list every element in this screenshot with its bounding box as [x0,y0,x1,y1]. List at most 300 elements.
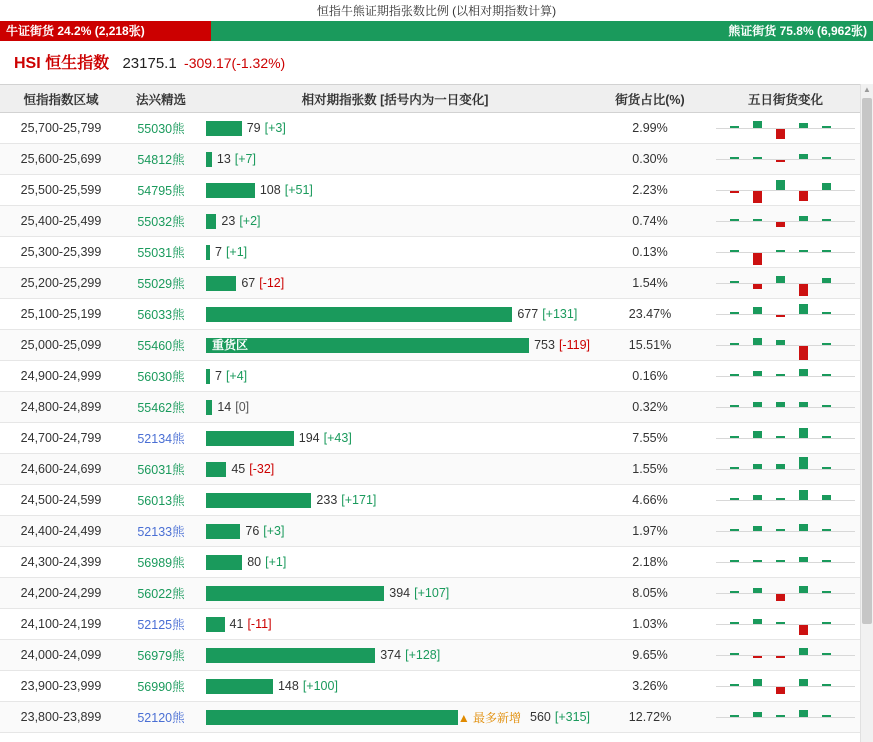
table-row[interactable] [0,392,861,423]
scroll-up-arrow[interactable]: ▲ [863,85,871,94]
table-row[interactable] [0,113,861,144]
column-header-range: 恒指指数区域 [0,85,122,113]
sparkline-bar [776,715,785,717]
sparkline-bar [753,121,762,128]
warrant-code-link[interactable]: 52125熊 [137,618,185,632]
cell-warrant-code[interactable] [122,268,200,299]
sparkline [710,361,861,391]
sparkline-baseline [716,531,855,532]
sparkline [710,175,861,205]
sparkline-bar [730,560,739,562]
sparkline-bar [753,307,762,314]
sparkline-bar [822,405,831,407]
cell-outstanding-pct: 4.66% [590,485,710,516]
sparkline-bar [730,191,739,193]
table-row[interactable] [0,578,861,609]
volume-value: 7 [215,245,222,259]
cell-five-day-change [710,268,861,299]
volume-bar-container [200,237,590,267]
cell-five-day-change [710,423,861,454]
volume-bar [206,121,242,136]
volume-delta: [+100] [302,679,338,693]
sparkline-bar [822,219,831,221]
sparkline-bar [799,625,808,635]
warrant-code-link[interactable]: 56013熊 [137,494,185,508]
cell-five-day-change [710,516,861,547]
sparkline-baseline [716,500,855,501]
sparkline-bar [753,526,762,531]
sparkline [710,330,861,360]
table-row[interactable] [0,175,861,206]
sparkline [710,547,861,577]
warrant-code-link[interactable]: 52133熊 [137,525,185,539]
sparkline-bar [776,374,785,376]
cell-volume-bar [200,702,590,733]
cell-volume-bar [200,609,590,640]
volume-bar [206,462,226,477]
page-title: 恒指牛熊证期指张数比例 (以相对期指数计算) [316,4,557,18]
sparkline-bar [776,687,785,694]
sparkline-bar [730,343,739,345]
sparkline-bar [776,340,785,345]
cell-index-range: 25,100-25,199 [0,299,122,330]
sparkline [710,516,861,546]
cell-volume-bar [200,671,590,702]
sparkline-bar [822,183,831,190]
sparkline-bar [822,436,831,438]
cell-outstanding-pct: 12.72% [590,702,710,733]
warrant-code-link[interactable]: 55029熊 [137,277,185,291]
sparkline-bar [799,346,808,360]
cell-outstanding-pct: 0.32% [590,392,710,423]
index-value: 23175.1 [122,55,177,72]
cell-index-range: 23,900-23,999 [0,671,122,702]
sparkline-bar [822,374,831,376]
volume-bar-container [200,361,590,391]
sparkline-bar [799,648,808,655]
volume-delta: [+3] [264,121,286,135]
sparkline-bar [730,405,739,407]
volume-delta: [-12] [259,276,285,290]
sparkline-bar [799,191,808,201]
volume-delta: [-32] [249,462,275,476]
sparkline-bar [822,126,831,128]
cell-outstanding-pct: 1.03% [590,609,710,640]
cell-five-day-change [710,702,861,733]
cell-five-day-change [710,144,861,175]
cell-volume-bar [200,578,590,609]
sparkline [710,237,861,267]
volume-bar-container [200,330,590,360]
cell-outstanding-pct: 23.47% [590,299,710,330]
sparkline-bar [822,467,831,469]
volume-delta: [-119] [558,338,590,352]
volume-value: 76 [245,524,260,538]
cell-volume-bar [200,547,590,578]
sparkline-bar [822,312,831,314]
cell-warrant-code[interactable] [122,671,200,702]
cell-five-day-change [710,299,861,330]
volume-value: 148 [277,679,299,693]
sparkline-bar [753,619,762,624]
cell-outstanding-pct: 9.65% [590,640,710,671]
volume-bar [206,431,294,446]
table-row[interactable] [0,361,861,392]
table-row[interactable] [0,547,861,578]
volume-bar-container [200,175,590,205]
warrant-code-link[interactable]: 52134熊 [137,432,185,446]
volume-bar [206,276,236,291]
distribution-table-wrap [0,84,873,733]
volume-bar [206,369,210,384]
cell-warrant-code[interactable] [122,640,200,671]
sparkline-bar [799,304,808,314]
volume-value: 560 [530,710,551,724]
sparkline-bar [730,126,739,128]
sparkline-bar [730,653,739,655]
volume-bar [206,152,212,167]
cell-warrant-code[interactable] [122,702,200,733]
sparkline-bar [730,157,739,159]
volume-bar [206,710,458,725]
sparkline-bar [776,180,785,190]
volume-delta: [+171] [341,493,377,507]
volume-bar-container [200,206,590,236]
sparkline-bar [799,284,808,296]
cell-warrant-code[interactable] [122,578,200,609]
cell-five-day-change [710,671,861,702]
volume-bar-container [200,423,590,453]
volume-bar [206,338,529,353]
sparkline-bar [822,715,831,717]
cell-warrant-code[interactable] [122,175,200,206]
sparkline-bar [776,160,785,162]
volume-bar-container [200,299,590,329]
sparkline-baseline [716,283,855,284]
warrant-code-link[interactable]: 52120熊 [137,711,185,725]
sparkline-bar [730,591,739,593]
cell-volume-bar [200,206,590,237]
cell-five-day-change [710,237,861,268]
cell-outstanding-pct: 0.13% [590,237,710,268]
volume-value: 79 [246,121,261,135]
sparkline-bar [730,684,739,686]
volume-bar [206,617,225,632]
volume-delta: [+1] [265,555,287,569]
sparkline-baseline [716,159,855,160]
cell-outstanding-pct: 7.55% [590,423,710,454]
volume-bar [206,400,212,415]
volume-value: 41 [229,617,244,631]
sparkline-bar [753,284,762,289]
sparkline-bar [822,653,831,655]
sparkline-bar [730,715,739,717]
cell-outstanding-pct: 3.26% [590,671,710,702]
sparkline-bar [776,622,785,624]
table-row[interactable] [0,485,861,516]
sparkline-bar [776,436,785,438]
warrant-code-link[interactable]: 56030熊 [137,370,185,384]
sparkline-bar [799,250,808,252]
cell-index-range: 25,500-25,599 [0,175,122,206]
sparkline-bar [753,402,762,407]
table-row[interactable] [0,671,861,702]
table-row[interactable] [0,516,861,547]
warrant-code-link[interactable]: 55462熊 [137,401,185,415]
warrant-code-link[interactable]: 55032熊 [137,215,185,229]
volume-bar-container [200,454,590,484]
warrant-code-link[interactable]: 56979熊 [137,649,185,663]
sparkline-bar [730,529,739,531]
volume-delta: [+128] [405,648,441,662]
sparkline-bar [799,586,808,593]
sparkline-bar [799,123,808,128]
cell-warrant-code[interactable] [122,609,200,640]
sparkline [710,485,861,515]
sparkline-bar [776,129,785,139]
volume-bar-container [200,392,590,422]
warrant-code-link[interactable]: 55030熊 [137,122,185,136]
sparkline-bar [822,343,831,345]
sparkline-bar [799,216,808,221]
sparkline-bar [799,154,808,159]
sparkline-bar [753,253,762,265]
volume-delta: [+51] [284,183,313,197]
sparkline-baseline [716,717,855,718]
sparkline-bar [822,529,831,531]
cell-warrant-code[interactable] [122,516,200,547]
sparkline-bar [822,250,831,252]
sparkline-bar [730,374,739,376]
volume-bar-container [200,268,590,298]
cell-volume-bar [200,392,590,423]
sparkline-bar [776,464,785,469]
table-row[interactable] [0,702,861,733]
table-row[interactable] [0,330,861,361]
sparkline-bar [822,591,831,593]
sparkline-baseline [716,407,855,408]
table-header-row [0,85,861,113]
index-change: -309.17(-1.32%) [184,55,286,71]
volume-delta: [+43] [323,431,352,445]
sparkline-bar [753,588,762,593]
volume-value: 374 [380,648,402,662]
warrant-code-link[interactable]: 56033熊 [137,308,185,322]
sparkline-bar [753,679,762,686]
table-row[interactable] [0,454,861,485]
sparkline-bar [822,495,831,500]
cell-index-range: 25,600-25,699 [0,144,122,175]
sparkline [710,671,861,701]
cell-index-range: 24,300-24,399 [0,547,122,578]
cell-index-range: 25,400-25,499 [0,206,122,237]
warrant-code-link[interactable]: 54795熊 [137,184,185,198]
cell-warrant-code[interactable] [122,206,200,237]
sparkline-baseline [716,438,855,439]
volume-value: 67 [241,276,256,290]
table-body [0,113,861,733]
heavy-zone-label: 重货区 [212,337,249,352]
table-row[interactable] [0,144,861,175]
sparkline-bar [753,656,762,658]
cell-index-range: 24,200-24,299 [0,578,122,609]
cell-index-range: 25,000-25,099 [0,330,122,361]
scrollbar-thumb[interactable] [862,98,872,624]
cell-outstanding-pct: 1.97% [590,516,710,547]
table-row[interactable] [0,423,861,454]
volume-value: 23 [221,214,236,228]
volume-value: 753 [534,338,555,352]
cell-volume-bar [200,330,590,361]
sparkline [710,702,861,732]
sparkline-baseline [716,128,855,129]
sparkline [710,113,861,143]
volume-bar-container [200,144,590,174]
sparkline-bar [730,281,739,283]
sparkline-baseline [716,593,855,594]
cell-warrant-code[interactable] [122,485,200,516]
cell-outstanding-pct: 0.30% [590,144,710,175]
column-header-spark: 五日街货变化 [710,85,861,113]
sparkline-bar [730,219,739,221]
warrant-code-link[interactable]: 56031熊 [137,463,185,477]
cell-warrant-code[interactable] [122,423,200,454]
cell-warrant-code[interactable] [122,144,200,175]
sparkline [710,206,861,236]
sparkline-bar [730,312,739,314]
cell-outstanding-pct: 0.16% [590,361,710,392]
sparkline-bar [799,490,808,500]
volume-bar [206,648,375,663]
volume-bar [206,214,216,229]
cell-index-range: 24,000-24,099 [0,640,122,671]
volume-bar-container [200,113,590,143]
sparkline-bar [753,712,762,717]
table-row[interactable] [0,206,861,237]
cell-five-day-change [710,113,861,144]
sparkline [710,144,861,174]
cell-index-range: 24,100-24,199 [0,609,122,640]
cell-warrant-code[interactable] [122,361,200,392]
sparkline [710,578,861,608]
cell-index-range: 24,900-24,999 [0,361,122,392]
sparkline-baseline [716,252,855,253]
sparkline-bar [776,656,785,658]
cell-warrant-code[interactable] [122,454,200,485]
warrant-code-link[interactable]: 56990熊 [137,680,185,694]
cell-volume-bar [200,113,590,144]
sparkline-bar [799,557,808,562]
cell-index-range: 25,300-25,399 [0,237,122,268]
cell-outstanding-pct: 8.05% [590,578,710,609]
cell-five-day-change [710,640,861,671]
volume-delta: [0] [235,400,250,414]
sparkline-bar [799,710,808,717]
table-row[interactable] [0,609,861,640]
volume-bar [206,555,242,570]
cell-volume-bar [200,361,590,392]
sparkline-baseline [716,686,855,687]
volume-delta: [+107] [414,586,450,600]
cell-outstanding-pct: 2.18% [590,547,710,578]
volume-bar [206,586,384,601]
cell-index-range: 24,500-24,599 [0,485,122,516]
sparkline-bar [753,191,762,203]
sparkline-bar [730,498,739,500]
cell-five-day-change [710,578,861,609]
cell-index-range: 23,800-23,899 [0,702,122,733]
volume-value: 14 [217,400,232,414]
index-summary [0,41,873,84]
cell-warrant-code[interactable] [122,299,200,330]
bull-bear-ratio-bar [0,21,873,41]
table-row[interactable] [0,237,861,268]
volume-value: 80 [247,555,262,569]
cell-volume-bar [200,144,590,175]
table-row[interactable] [0,640,861,671]
cell-outstanding-pct: 1.54% [590,268,710,299]
sparkline [710,423,861,453]
table-row[interactable] [0,299,861,330]
cell-volume-bar [200,516,590,547]
distribution-table [0,84,861,733]
cell-outstanding-pct: 2.99% [590,113,710,144]
volume-bar-container [200,702,590,732]
sparkline-bar [776,250,785,252]
sparkline-bar [822,622,831,624]
sparkline-bar [799,369,808,376]
sparkline-baseline [716,314,855,315]
warrant-code-link[interactable]: 55460熊 [137,339,185,353]
cell-index-range: 24,600-24,699 [0,454,122,485]
cell-volume-bar [200,423,590,454]
cell-volume-bar [200,268,590,299]
warrant-code-link[interactable]: 56022熊 [137,587,185,601]
sparkline-bar [799,679,808,686]
sparkline-baseline [716,562,855,563]
volume-delta: [+131] [542,307,578,321]
cell-index-range: 24,800-24,899 [0,392,122,423]
cell-volume-bar [200,299,590,330]
warrant-code-link[interactable]: 54812熊 [137,153,185,167]
cell-warrant-code[interactable] [122,547,200,578]
cell-warrant-code[interactable] [122,237,200,268]
warrant-code-link[interactable]: 56989熊 [137,556,185,570]
table-row[interactable] [0,268,861,299]
volume-value: 7 [215,369,222,383]
warrant-code-link[interactable]: 55031熊 [137,246,185,260]
sparkline-bar [776,529,785,531]
cell-warrant-code[interactable] [122,113,200,144]
cell-five-day-change [710,609,861,640]
volume-bar [206,493,311,508]
vertical-scrollbar[interactable] [860,84,873,742]
sparkline-bar [822,560,831,562]
sparkline-bar [776,498,785,500]
sparkline-bar [776,222,785,227]
sparkline-bar [753,157,762,159]
cell-five-day-change [710,206,861,237]
volume-value: 394 [389,586,411,600]
sparkline-bar [730,436,739,438]
cell-warrant-code[interactable] [122,330,200,361]
sparkline-bar [799,457,808,469]
volume-bar-container [200,547,590,577]
volume-bar-container [200,578,590,608]
cell-warrant-code[interactable] [122,392,200,423]
sparkline-bar [822,157,831,159]
volume-bar [206,307,512,322]
